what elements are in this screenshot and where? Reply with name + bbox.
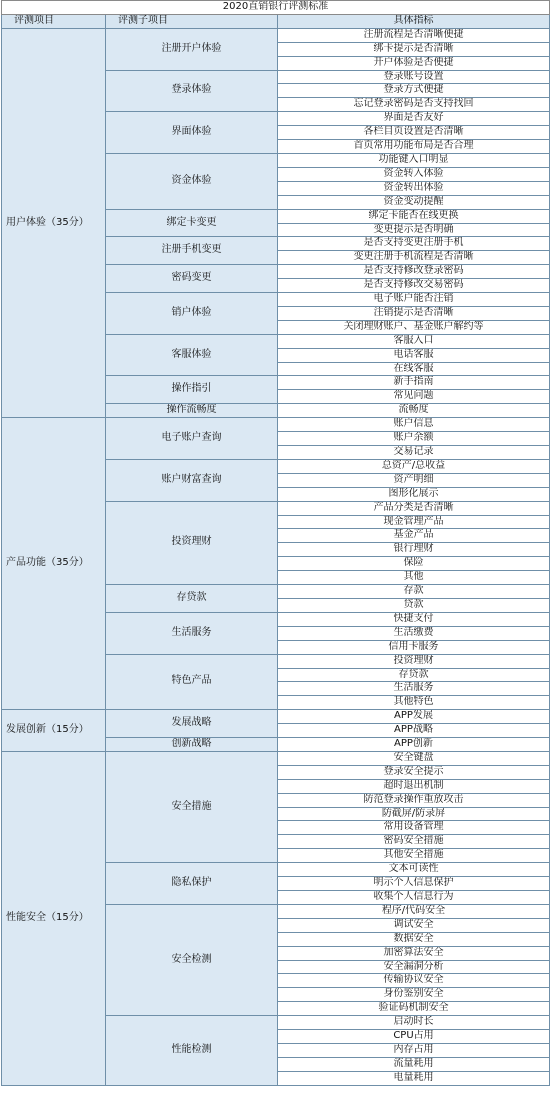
indicator-cell: 在线客服 <box>278 362 550 376</box>
table-title: 2020直销银行评测标准 <box>2 1 550 15</box>
indicator-cell: 绑定卡能否在线更换 <box>278 209 550 223</box>
indicator-cell: 交易记录 <box>278 446 550 460</box>
indicator-cell: 其他 <box>278 571 550 585</box>
indicator-cell: 投资理财 <box>278 654 550 668</box>
indicator-cell: 现金管理产品 <box>278 515 550 529</box>
table-row <box>2 751 550 765</box>
indicator-cell: 忘记登录密码是否支持找回 <box>278 98 550 112</box>
indicator-cell: 图形化展示 <box>278 487 550 501</box>
indicator-cell: 变更提示是否明确 <box>278 223 550 237</box>
subcategory-cell: 资金体验 <box>106 153 278 209</box>
indicator-cell: 首页常用功能布局是否合理 <box>278 140 550 154</box>
indicator-cell: 传输协议安全 <box>278 974 550 988</box>
header-indicator: 具体指标 <box>278 14 550 28</box>
table-row <box>2 710 550 724</box>
indicator-cell: 保险 <box>278 557 550 571</box>
indicator-cell: 客服入口 <box>278 334 550 348</box>
indicator-cell: 登录方式便捷 <box>278 84 550 98</box>
header-row <box>2 14 550 28</box>
indicator-cell: 程序/代码安全 <box>278 904 550 918</box>
indicator-cell: 流量耗用 <box>278 1057 550 1071</box>
indicator-cell: APP创新 <box>278 738 550 752</box>
subcategory-cell: 密码变更 <box>106 265 278 293</box>
indicator-cell: 电子账户能否注销 <box>278 293 550 307</box>
subcategory-cell: 创新战略 <box>106 738 278 752</box>
indicator-cell: 贷款 <box>278 598 550 612</box>
indicator-cell: 绑卡提示是否清晰 <box>278 42 550 56</box>
subcategory-cell: 隐私保护 <box>106 863 278 905</box>
indicator-cell: APP发展 <box>278 710 550 724</box>
indicator-cell: 存款 <box>278 585 550 599</box>
table-row <box>2 28 550 42</box>
subcategory-cell: 界面体验 <box>106 112 278 154</box>
indicator-cell: 电话客服 <box>278 348 550 362</box>
subcategory-cell: 操作指引 <box>106 376 278 404</box>
indicator-cell: 内存占用 <box>278 1043 550 1057</box>
indicator-cell: 是否支持变更注册手机 <box>278 237 550 251</box>
indicator-cell: 资金变动提醒 <box>278 195 550 209</box>
subcategory-cell: 生活服务 <box>106 612 278 654</box>
indicator-cell: 各栏目页设置是否清晰 <box>278 126 550 140</box>
indicator-cell: 启动时长 <box>278 1016 550 1030</box>
indicator-cell: 功能键入口明显 <box>278 153 550 167</box>
indicator-cell: 存贷款 <box>278 668 550 682</box>
category-cell: 产品功能（35分） <box>2 418 106 710</box>
indicator-cell: 产品分类是否清晰 <box>278 501 550 515</box>
subcategory-cell: 登录体验 <box>106 70 278 112</box>
indicator-cell: 快捷支付 <box>278 612 550 626</box>
subcategory-cell: 安全检测 <box>106 904 278 1015</box>
indicator-cell: 开户体验是否便捷 <box>278 56 550 70</box>
category-cell: 发展创新（15分） <box>2 710 106 752</box>
indicator-cell: 身份鉴别安全 <box>278 988 550 1002</box>
indicator-cell: 收集个人信息行为 <box>278 891 550 905</box>
indicator-cell: 防范登录操作重放攻击 <box>278 793 550 807</box>
subcategory-cell: 特色产品 <box>106 654 278 710</box>
indicator-cell: 总资产/总收益 <box>278 459 550 473</box>
subcategory-cell: 绑定卡变更 <box>106 209 278 237</box>
indicator-cell: 生活缴费 <box>278 626 550 640</box>
indicator-cell: 文本可读性 <box>278 863 550 877</box>
subcategory-cell: 注册手机变更 <box>106 237 278 265</box>
indicator-cell: CPU占用 <box>278 1030 550 1044</box>
indicator-cell: 账户信息 <box>278 418 550 432</box>
indicator-cell: APP战略 <box>278 724 550 738</box>
indicator-cell: 常用设备管理 <box>278 821 550 835</box>
indicator-cell: 加密算法安全 <box>278 946 550 960</box>
header-subcategory: 评测子项目 <box>106 14 278 28</box>
indicator-cell: 关闭理财账户、基金账户解约等 <box>278 320 550 334</box>
indicator-cell: 调试安全 <box>278 918 550 932</box>
indicator-cell: 登录安全提示 <box>278 765 550 779</box>
indicator-cell: 安全键盘 <box>278 751 550 765</box>
indicator-cell: 资产明细 <box>278 473 550 487</box>
indicator-cell: 密码安全措施 <box>278 835 550 849</box>
indicator-cell: 界面是否友好 <box>278 112 550 126</box>
category-cell: 用户体验（35分） <box>2 28 106 417</box>
indicator-cell: 账户余额 <box>278 432 550 446</box>
subcategory-cell: 账户财富查询 <box>106 459 278 501</box>
subcategory-cell: 发展战略 <box>106 710 278 738</box>
subcategory-cell: 性能检测 <box>106 1016 278 1086</box>
category-cell: 性能安全（15分） <box>2 751 106 1085</box>
indicator-cell: 基金产品 <box>278 529 550 543</box>
indicator-cell: 是否支持修改交易密码 <box>278 279 550 293</box>
indicator-cell: 登录账号设置 <box>278 70 550 84</box>
indicator-cell: 验证码机制安全 <box>278 1002 550 1016</box>
indicator-cell: 电量耗用 <box>278 1071 550 1085</box>
header-category: 评测项目 <box>2 14 106 28</box>
indicator-cell: 其他安全措施 <box>278 849 550 863</box>
indicator-cell: 是否支持修改登录密码 <box>278 265 550 279</box>
indicator-cell: 数据安全 <box>278 932 550 946</box>
subcategory-cell: 操作流畅度 <box>106 404 278 418</box>
indicator-cell: 生活服务 <box>278 682 550 696</box>
indicator-cell: 超时退出机制 <box>278 779 550 793</box>
indicator-cell: 常见问题 <box>278 390 550 404</box>
indicator-cell: 新手指南 <box>278 376 550 390</box>
subcategory-cell: 客服体验 <box>106 334 278 376</box>
evaluation-standard-table <box>1 0 550 1086</box>
indicator-cell: 安全漏洞分析 <box>278 960 550 974</box>
title-row <box>2 1 550 15</box>
indicator-cell: 注册流程是否清晰便捷 <box>278 28 550 42</box>
subcategory-cell: 注册开户体验 <box>106 28 278 70</box>
indicator-cell: 流畅度 <box>278 404 550 418</box>
indicator-cell: 银行理财 <box>278 543 550 557</box>
indicator-cell: 变更注册手机流程是否清晰 <box>278 251 550 265</box>
indicator-cell: 其他特色 <box>278 696 550 710</box>
subcategory-cell: 安全措施 <box>106 751 278 862</box>
subcategory-cell: 存贷款 <box>106 585 278 613</box>
indicator-cell: 防截屏/防录屏 <box>278 807 550 821</box>
indicator-cell: 资金转入体验 <box>278 167 550 181</box>
subcategory-cell: 投资理财 <box>106 501 278 584</box>
subcategory-cell: 电子账户查询 <box>106 418 278 460</box>
indicator-cell: 注销提示是否清晰 <box>278 306 550 320</box>
subcategory-cell: 销户体验 <box>106 293 278 335</box>
table-row <box>2 418 550 432</box>
indicator-cell: 资金转出体验 <box>278 181 550 195</box>
indicator-cell: 信用卡服务 <box>278 640 550 654</box>
indicator-cell: 明示个人信息保护 <box>278 877 550 891</box>
